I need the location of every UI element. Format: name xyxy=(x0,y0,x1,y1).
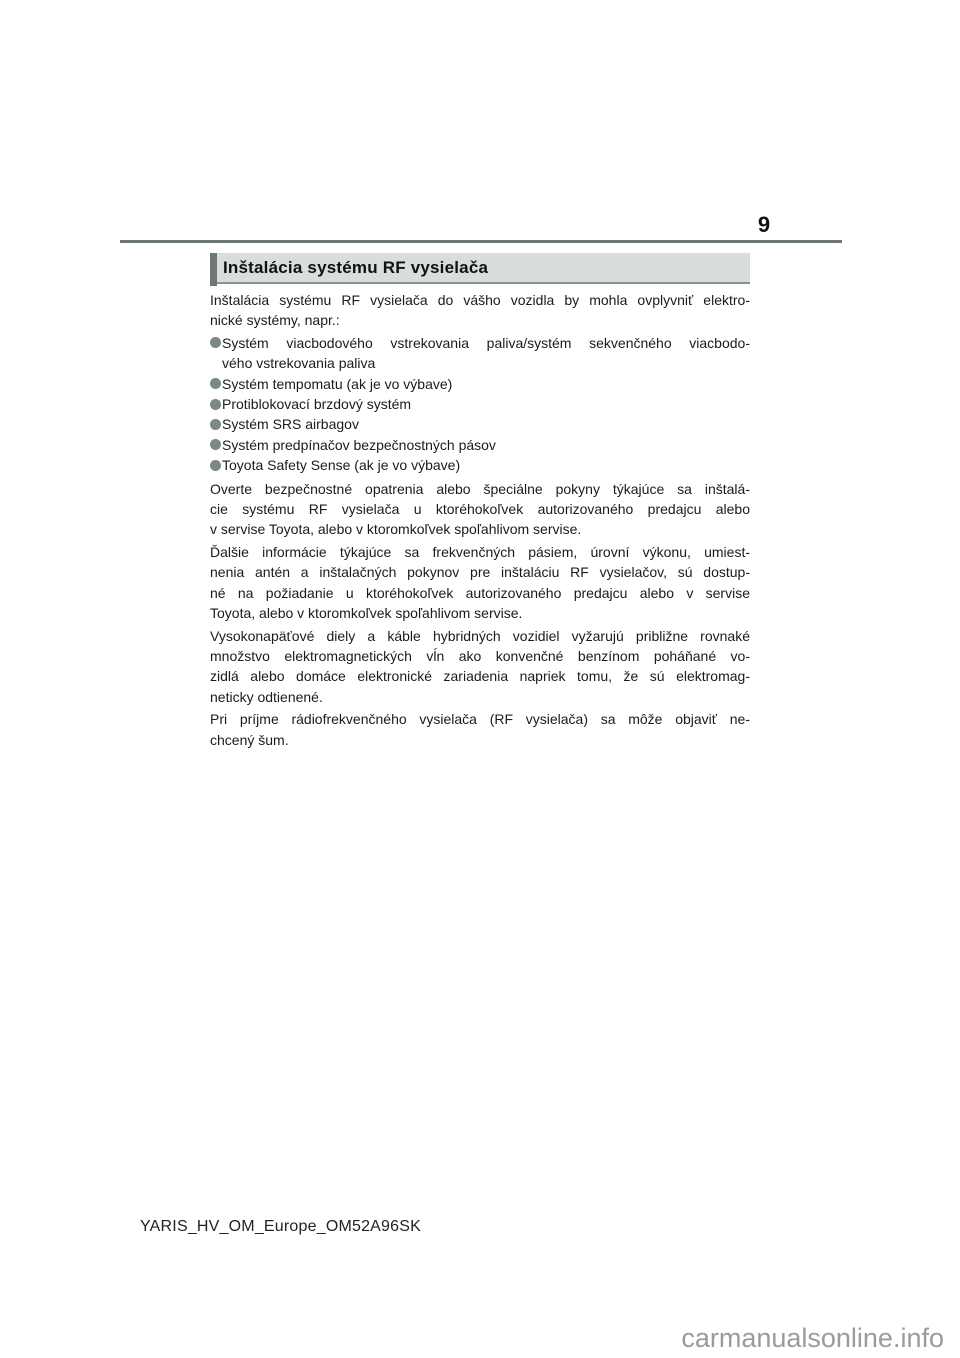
paragraph-line: Systém tempomatu (ak je vo výbave) xyxy=(222,375,453,392)
paragraph-line: Systém SRS airbagov xyxy=(222,416,359,433)
paragraph-line: Systém predpínačov bezpečnostných pásov xyxy=(222,436,496,453)
header-rule xyxy=(120,240,842,243)
page-number: 9 xyxy=(757,212,771,237)
page-content xyxy=(210,253,750,752)
list-item xyxy=(210,394,750,414)
paragraph-line: cie systému RF vysielača u ktoréhokoľvek autorizovaného predajcu alebo xyxy=(210,501,750,518)
paragraph-line: Toyota, alebo v ktoromkoľvek spoľahlivom servise. xyxy=(210,605,523,622)
paragraph-line: chcený šum. xyxy=(210,731,289,748)
section-heading-bar xyxy=(210,253,750,284)
intro-paragraph xyxy=(210,290,750,331)
list-item xyxy=(210,414,750,434)
paragraph-line: né na požiadanie u ktoréhokoľvek autorizovaného predajcu alebo v servise xyxy=(210,584,750,601)
bullet-icon xyxy=(210,439,221,450)
bullet-icon xyxy=(210,399,221,410)
paragraph-line: nické systémy, napr.: xyxy=(210,312,340,329)
list-item xyxy=(210,374,750,394)
hybrid-paragraph xyxy=(210,626,750,708)
bullet-icon xyxy=(210,419,221,430)
paragraph-line: Toyota Safety Sense (ak je vo výbave) xyxy=(222,457,461,474)
bullet-text xyxy=(222,435,750,455)
paragraph-line: v servise Toyota, alebo v ktoromkoľvek spoľahlivom servise. xyxy=(210,521,582,538)
paragraph-line: Pri príjme rádiofrekvenčného vysielača (RF vysielača) sa môže objaviť ne- xyxy=(210,711,750,728)
list-item xyxy=(210,435,750,455)
paragraph-line: Inštalácia systému RF vysielača do vášho vozidla by mohla ovplyvniť elektro- xyxy=(210,292,750,308)
paragraph-line: množstvo elektromagnetických vĺn ako konvenčné benzínom poháňané vo- xyxy=(210,647,750,664)
noise-paragraph xyxy=(210,709,750,750)
paragraph-line: Overte bezpečnostné opatrenia alebo špeciálne pokyny týkajúce sa inštalá- xyxy=(210,480,750,497)
system-bullet-list xyxy=(210,333,750,476)
bullet-text xyxy=(222,455,750,475)
bullet-text xyxy=(222,333,750,374)
section-title: Inštalácia systému RF vysielača xyxy=(223,257,489,277)
document-code: YARIS_HV_OM_Europe_OM52A96SK xyxy=(140,1218,421,1235)
bullet-text xyxy=(222,414,750,434)
heading-accent-bar xyxy=(210,253,217,286)
bullet-text xyxy=(222,394,750,414)
bullet-icon xyxy=(210,378,221,389)
watermark-text: carmanualsonline.info xyxy=(681,1323,944,1353)
paragraph-line: Systém viacbodového vstrekovania paliva/systém sekvenčného viacbodo- xyxy=(222,334,750,351)
paragraph-line: neticky odtienené. xyxy=(210,688,323,705)
paragraph-line: vého vstrekovania paliva xyxy=(222,355,376,372)
paragraph-line: Vysokonapäťové diely a káble hybridných vozidiel vyžarujú približne rovnaké xyxy=(210,627,750,644)
safety-paragraph xyxy=(210,479,750,540)
paragraph-line: nenia antén a inštalačných pokynov pre inštaláciu RF vysielačov, sú dostup- xyxy=(210,564,750,581)
info-paragraph xyxy=(210,542,750,624)
paragraph-line: Protiblokovací brzdový systém xyxy=(222,396,412,413)
body-text xyxy=(210,290,750,750)
bullet-icon xyxy=(210,337,221,348)
bullet-text xyxy=(222,374,750,394)
paragraph-line: zidlá alebo domáce elektronické zariadenia napriek tomu, že sú elektromag- xyxy=(210,668,750,685)
list-item xyxy=(210,333,750,374)
list-item xyxy=(210,455,750,475)
bullet-icon xyxy=(210,460,221,471)
paragraph-line: Ďalšie informácie týkajúce sa frekvenčných pásiem, úrovní výkonu, umiest- xyxy=(210,543,750,560)
